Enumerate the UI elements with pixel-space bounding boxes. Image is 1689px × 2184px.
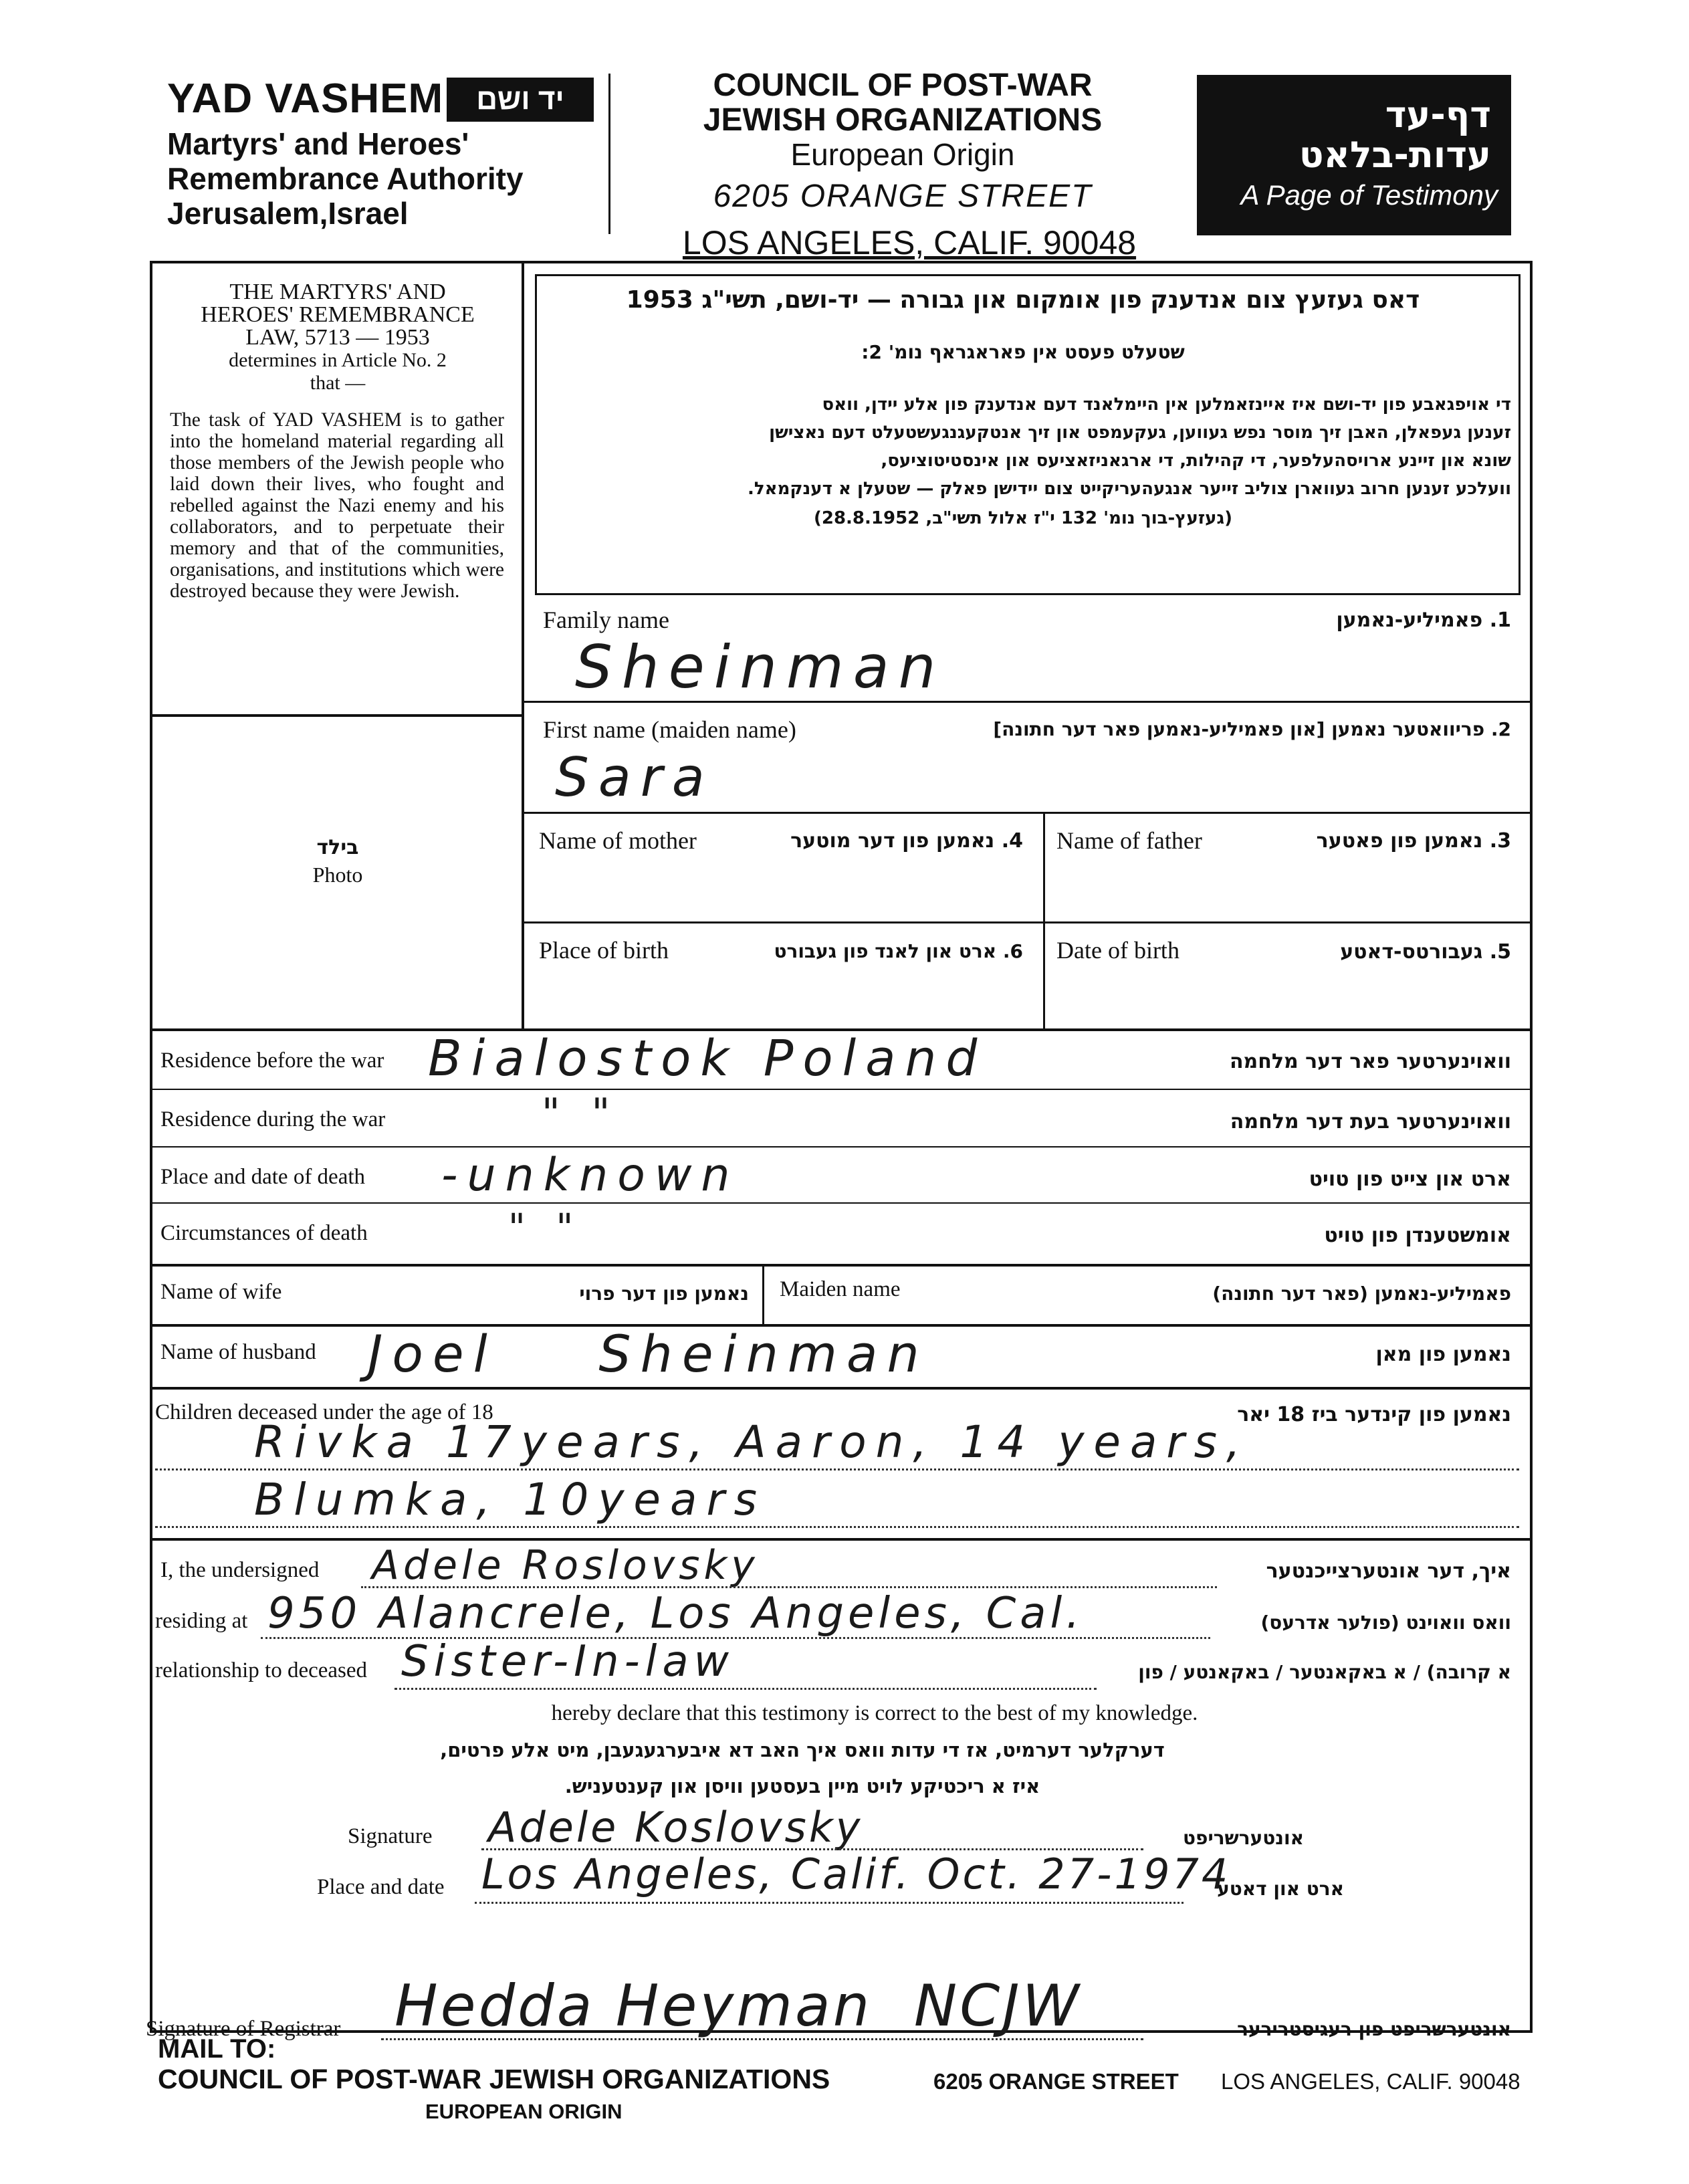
- circumstances-label: Circumstances of death: [160, 1221, 368, 1245]
- first-name-hebrew: 2. פריוואטער נאמען [און פאמיליע-נאמען פאר דער חתונה]: [993, 718, 1511, 740]
- undersigned-label: I, the undersigned: [160, 1558, 320, 1582]
- intro-line1: דאס געזעץ צום אנדענק פון אומקום און גבורה — יד-ושם, תשי"ג 1953: [626, 286, 1420, 314]
- undersigned-value: Adele Roslovsky: [372, 1542, 759, 1589]
- undersigned-dotline: [361, 1586, 1217, 1588]
- law-title5: that —: [310, 372, 366, 394]
- mother-name-label: Name of mother: [539, 827, 697, 854]
- photo-hebrew: בילד: [316, 836, 359, 859]
- res-during-value: " ": [542, 1090, 620, 1137]
- residing-value: 950 Alancrele, Los Angeles, Cal.: [267, 1589, 1084, 1638]
- mail-to: MAIL TO:: [158, 2034, 276, 2064]
- council-line4: 6205 ORANGE STREET: [713, 179, 1093, 214]
- res-during-label: Residence during the war: [160, 1107, 386, 1131]
- law-title3: LAW, 5713 — 1953: [245, 325, 430, 350]
- signature-hebrew: אונטערשריפט: [1183, 1827, 1304, 1849]
- relationship-label: relationship to deceased: [155, 1658, 368, 1682]
- footer-european: EUROPEAN ORIGIN: [425, 2100, 623, 2123]
- death-place-label: Place and date of death: [160, 1165, 366, 1189]
- council-line2: JEWISH ORGANIZATIONS: [703, 102, 1103, 138]
- res-before-hebrew: וואוינערטער פאר דער מלחמה: [1229, 1050, 1511, 1073]
- parents-divider: [1043, 813, 1045, 1030]
- testimony-hebrew1: דף-עד: [1385, 94, 1491, 136]
- law-title4: determines in Article No. 2: [229, 349, 447, 371]
- children-hebrew: נאמען פון קינדער ביז 18 יאר: [1237, 1403, 1511, 1426]
- family-name-hebrew: 1. פאמיליע-נאמען: [1336, 609, 1511, 632]
- children-dotline1: [155, 1468, 1519, 1470]
- res-before-value: Bialostok Poland: [428, 1030, 987, 1087]
- row-3-bottom: [522, 921, 1533, 923]
- husband-hebrew: נאמען פון מאן: [1375, 1343, 1511, 1366]
- residing-hebrew: וואס וואוינט (פולער אדרעס): [1260, 1612, 1511, 1634]
- authority-line2: Remembrance Authority: [167, 161, 524, 196]
- wife-label: Name of wife: [160, 1280, 282, 1304]
- row-2-bottom: [522, 812, 1533, 814]
- law-column-divider: [522, 261, 524, 1030]
- council-line5: LOS ANGELES, CALIF. 90048: [682, 224, 1137, 261]
- registrar-hebrew: אונטערשריפט פון רעגיסטרירער: [1237, 2018, 1511, 2040]
- relationship-hebrew: א קרובה) / א באקאנטער / באקאנטע / פון: [1138, 1661, 1511, 1683]
- maiden-label: Maiden name: [780, 1277, 901, 1301]
- family-name-value: Sheinman: [575, 633, 945, 701]
- children-rule: [150, 1538, 1533, 1541]
- birthplace-hebrew: 6. ארט און לאנד פון געבורט: [774, 940, 1023, 962]
- undersigned-hebrew: איך, דער אונטערצייכנטער: [1266, 1559, 1511, 1583]
- family-name-label: Family name: [543, 607, 669, 633]
- council-line1: COUNCIL OF POST-WAR: [713, 68, 1093, 103]
- intro-line5: שונא און זיינע ארויסהעלפער, די קהילות, די ארגאניזאציעס און אינסטיטוציעס,: [881, 451, 1511, 471]
- authority-line3: Jerusalem,Israel: [167, 196, 409, 231]
- residing-label: residing at: [155, 1609, 248, 1633]
- intro-line6: וועלכע זענען חרוב געווארן צוליב זייער אנגעהעריקייט צום יידישן פאלק — שטעלן א דענקמאל.: [748, 479, 1511, 499]
- placedate-value: Los Angeles, Calif. Oct. 27-1974: [481, 1850, 1231, 1898]
- birthdate-hebrew: 5. געבורטס-דאטע: [1340, 940, 1511, 964]
- father-name-label: Name of father: [1056, 827, 1202, 854]
- declare-hebrew2: איז א ריכטיקע לויט מיין בעסטען וויסן און קענטעניש.: [564, 1775, 1040, 1797]
- res-before-label: Residence before the war: [160, 1049, 384, 1073]
- footer-city: LOS ANGELES, CALIF. 90048: [1221, 2069, 1521, 2094]
- signature-value: Adele Koslovsky: [488, 1803, 863, 1852]
- testimony-english: A Page of Testimony: [1240, 179, 1498, 211]
- circumstances-hebrew: אומשטענדן פון טויט: [1324, 1224, 1511, 1247]
- res-during-rule: [150, 1146, 1533, 1148]
- circumstances-rule: [150, 1264, 1533, 1267]
- header-divider: [608, 74, 610, 234]
- authority-line1: Martyrs' and Heroes': [167, 126, 469, 161]
- intro-box: [535, 274, 1521, 595]
- declare-english: hereby declare that this testimony is correct to the best of my knowledge.: [551, 1701, 1198, 1725]
- footer-address: 6205 ORANGE STREET: [933, 2069, 1179, 2094]
- death-place-value: -unknown: [441, 1149, 740, 1202]
- birthplace-label: Place of birth: [539, 937, 669, 964]
- yad-vashem-title: YAD VASHEM: [167, 76, 444, 122]
- law-title1: THE MARTYRS' AND: [229, 280, 446, 304]
- registrar-dotline: [381, 2038, 1143, 2040]
- yad-vashem-hebrew-logo: יד ושם: [447, 78, 594, 122]
- wife-maiden-divider: [762, 1265, 764, 1324]
- relationship-dotline: [395, 1688, 1097, 1690]
- law-box-bottom: [150, 714, 523, 717]
- first-name-value: Sara: [555, 746, 714, 808]
- placedate-dotline: [475, 1902, 1184, 1904]
- testimony-hebrew2: עדות-בלאט: [1299, 134, 1491, 176]
- registrar-value: Hedda Heyman NCJW: [395, 1973, 1082, 2040]
- mother-name-hebrew: 4. נאמען פון דער מוטער: [790, 829, 1023, 853]
- circumstances-value: " ": [508, 1206, 583, 1250]
- children-line2: Blumka, 10years: [254, 1474, 766, 1525]
- relationship-value: Sister-In-law: [401, 1637, 734, 1686]
- intro-line3: די אויפגאבע פון יד-ושם איז איינזאמלען אין היימלאנד דעם אנדענק פון אלע יידן, וואס: [822, 395, 1511, 415]
- council-line3: European Origin: [790, 137, 1015, 172]
- res-during-hebrew: וואוינערטער בעת דער מלחמה: [1230, 1110, 1511, 1133]
- children-label: Children deceased under the age of 18: [155, 1400, 493, 1424]
- wife-hebrew: נאמען פון דער פרוי: [579, 1283, 749, 1305]
- death-place-hebrew: ארט און צייט פון טויט: [1309, 1168, 1511, 1191]
- husband-label: Name of husband: [160, 1340, 316, 1364]
- husband-value: Joel Sheinman: [368, 1324, 929, 1384]
- registrar-label: Signature of Registrar: [146, 2017, 341, 2041]
- res-before-rule: [150, 1089, 1533, 1090]
- children-dotline2: [155, 1526, 1519, 1528]
- declare-hebrew1: דערקלער דערמיט, אז די עדות וואס איך האב דא איבערגעגעבן, מיט אלע פרטים,: [440, 1739, 1165, 1761]
- death-place-rule: [150, 1202, 1533, 1204]
- birthdate-label: Date of birth: [1056, 937, 1179, 964]
- intro-line4: זענען געפאלן, האבן זיך מוסר נפש געווען, געקעמפט און זיך אנטקעגנגעשטעלט דעם נאצישן: [769, 423, 1511, 443]
- photo-label: Photo: [312, 863, 363, 887]
- footer-org: COUNCIL OF POST-WAR JEWISH ORGANIZATIONS: [158, 2064, 830, 2094]
- intro-line2: שטעלט פעסט אין פאראגראף נומ' 2:: [861, 341, 1185, 363]
- law-body: The task of YAD VASHEM is to gather into the homeland material regarding all those members of the Jewish people who laid down their lives, who fought and rebelled against the Nazi enemy and his collaborators, and to perpetuate their memory and that of the communities, organisations, and institutions which were destroyed because they were Jewish.: [170, 409, 504, 602]
- husband-rule: [150, 1387, 1533, 1390]
- maiden-hebrew: פאמיליע-נאמען (פאר דער חתונה): [1212, 1283, 1511, 1305]
- intro-line7: (געזעץ-בוך נומ' 132 י"ז אלול תשי"ב, 28.8.1952): [813, 508, 1232, 528]
- placedate-label: Place and date: [317, 1875, 445, 1899]
- children-line1: Rivka 17years, Aaron, 14 years,: [254, 1416, 1250, 1468]
- father-name-hebrew: 3. נאמען פון פאטער: [1316, 829, 1511, 853]
- placedate-hebrew: ארט און דאטע: [1217, 1878, 1344, 1900]
- first-name-label: First name (maiden name): [543, 716, 796, 743]
- signature-label: Signature: [348, 1824, 433, 1848]
- law-title2: HEROES' REMEMBRANCE: [201, 302, 475, 327]
